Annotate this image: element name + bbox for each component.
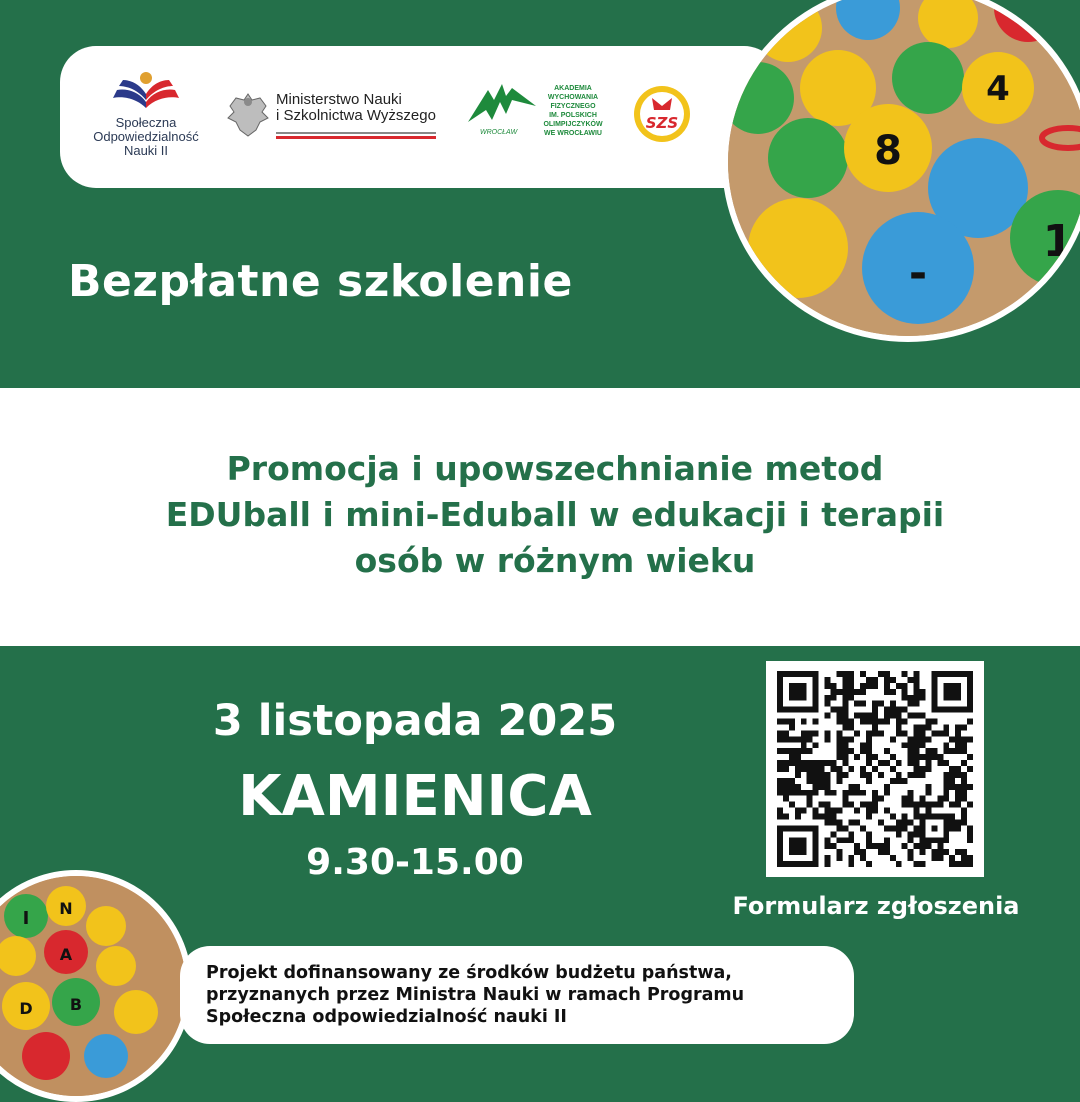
funding-note-line-2: przyznanych przez Ministra Nauki w ramach Programu: [206, 985, 745, 1005]
sor-line-1: Społeczna: [115, 115, 177, 130]
awf-mark-label: WROCŁAW: [480, 129, 518, 136]
registration-qr-code[interactable]: [766, 661, 984, 877]
svg-text:I: I: [22, 908, 30, 929]
svg-text:1: 1: [1042, 216, 1074, 267]
svg-text:B: B: [69, 995, 83, 1014]
headline: Bezpłatne szkolenie: [68, 256, 573, 307]
svg-text:D: D: [19, 999, 33, 1018]
training-title: [60, 446, 1050, 584]
eagle-emblem-icon: [226, 90, 270, 140]
awf-line-3: FIZYCZNEGO: [550, 103, 596, 110]
funding-note-line-3: Społeczna odpowiedzialność nauki II: [206, 1007, 567, 1027]
event-hours: 9.30-15.00: [306, 842, 524, 883]
svg-text:A: A: [59, 945, 73, 964]
registration-form-label[interactable]: Formularz zgłoszenia: [732, 892, 1020, 920]
sor-logo: [84, 68, 208, 158]
awf-line-2: WYCHOWANIA: [547, 94, 599, 101]
ministry-logo: [226, 90, 446, 150]
svg-text:-: -: [908, 248, 928, 299]
ministry-line-1: Ministerstwo Nauki: [276, 91, 402, 108]
funding-note: [180, 946, 854, 1044]
balls-image: [728, 0, 1080, 336]
awf-line-4: IM. POLSKICH: [549, 112, 597, 119]
sor-line-2: Odpowiedzialność: [93, 129, 199, 144]
training-title-line-1: Promocja i upowszechnianie metod: [226, 449, 884, 488]
svg-text:4: 4: [986, 69, 1010, 109]
awf-line-5: OLIMPIJCZYKÓW: [543, 121, 603, 128]
svg-text:8: 8: [874, 128, 902, 174]
awf-line-6: WE WROCŁAWIU: [544, 130, 602, 137]
event-city: KAMIENICA: [238, 764, 592, 829]
funding-note-line-1: Projekt dofinansowany ze środków budżetu państwa,: [206, 963, 732, 983]
training-title-line-2: EDUball i mini-Eduball w edukacji i terapii: [165, 495, 945, 534]
szs-emblem-icon: [632, 84, 692, 144]
open-book-icon: [111, 68, 181, 112]
svg-text:N: N: [59, 899, 73, 918]
ministry-rule: [276, 132, 436, 134]
sor-line-3: Nauki II: [123, 143, 169, 158]
awf-logo: [466, 76, 606, 156]
qr-code-icon: [776, 671, 974, 867]
szs-logo: [632, 84, 692, 144]
event-date: 3 listopada 2025: [212, 696, 618, 746]
training-title-line-3: osób w różnym wieku: [354, 541, 756, 580]
szs-text: SZS: [645, 114, 679, 132]
ministry-line-2: i Szkolnictwa Wyższego: [276, 107, 436, 124]
awf-line-1: AKADEMIA: [554, 85, 592, 92]
logo-bar: [60, 46, 780, 188]
ministry-red-rule: [276, 136, 436, 139]
awf-mark-icon: [466, 76, 538, 146]
mini-balls-image: [0, 876, 186, 1096]
